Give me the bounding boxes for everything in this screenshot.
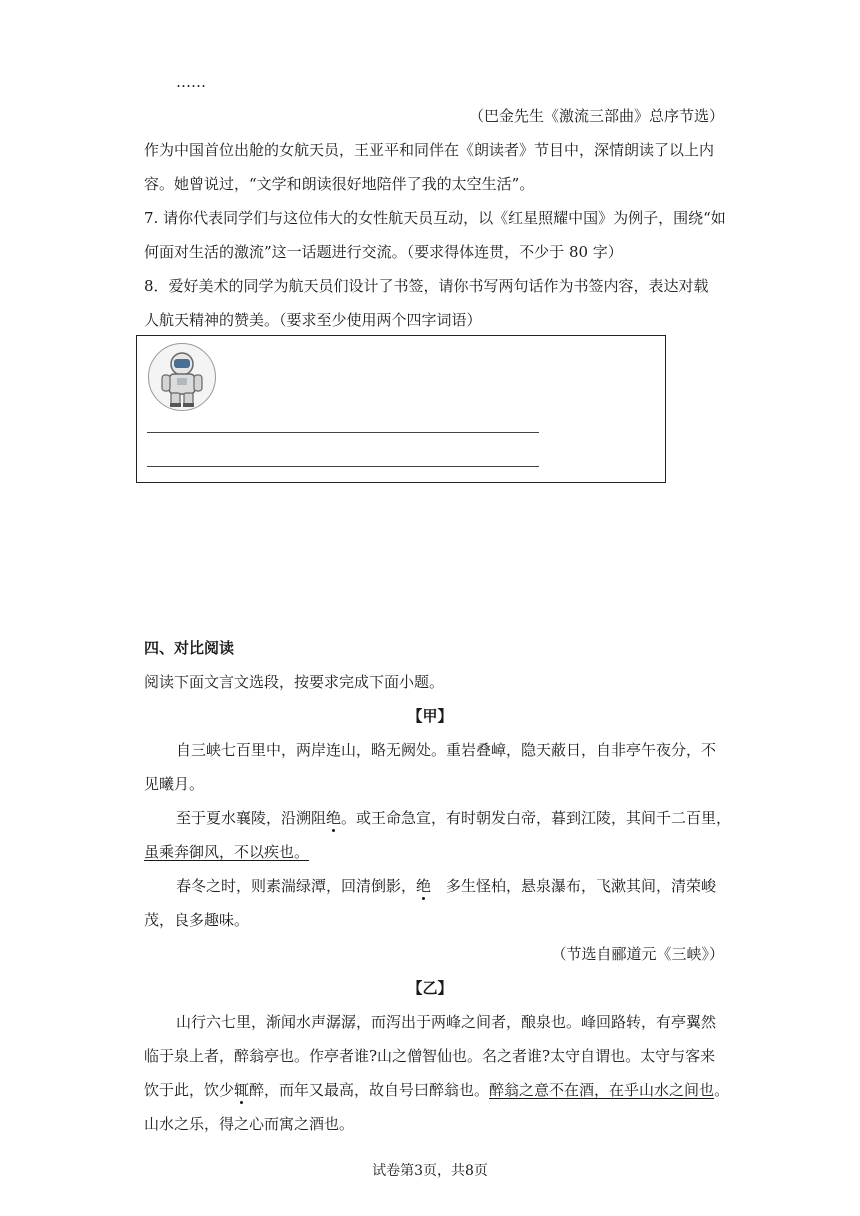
jia-p1-line-1: 自三峡七百里中，两岸连山，略无阙处。重岩叠嶂，隐天蔽日，自非亭午夜分，不 [176, 741, 717, 759]
question-8-line-2: 人航天精神的赞美。（要求至少使用两个四字词语） [144, 311, 482, 329]
yi-line-1: 山行六七里，渐闻水声潺潺，而泻出于两峰之间者，酿泉也。峰回路转，有亭翼然 [176, 1013, 717, 1031]
yi-l3-text-c: 。 [714, 1081, 730, 1099]
jia-p2-line-2: 虽乘奔御风，不以疾也。 [144, 843, 310, 861]
yi-line-3 [144, 1080, 729, 1100]
yi-label: 【乙】 [407, 979, 453, 997]
yi-line-2: 临于泉上者，醉翁亭也。作亭者谁?山之僧智仙也。名之者谁?太守自谓也。太守与客来 [144, 1047, 716, 1065]
jia-p3-dotted-char: 绝 [416, 877, 432, 895]
jia-source: （节选自郦道元《三峡》） [551, 945, 724, 963]
jia-p1-line-2: 见曦月。 [144, 775, 205, 793]
jia-p3-line-2: 茂，良多趣味。 [144, 911, 250, 929]
jia-p3-line-1 [176, 876, 716, 896]
intro-line-2: 容。她曾说过，“文学和朗读很好地陪伴了我的太空生活”。 [144, 175, 535, 193]
question-7-line-2: 何面对生活的激流”这一话题进行交流。（要求得体连贯，不少于 80 字） [144, 243, 623, 261]
source-note-bajin: （巴金先生《激流三部曲》总序节选） [468, 107, 724, 125]
writing-line-2[interactable] [147, 466, 539, 467]
page-footer: 试卷第3页，共8页 [372, 1163, 488, 1179]
yi-l3-underlined-sentence: 醉翁之意不在酒，在乎山水之间也 [489, 1081, 715, 1099]
section-4-instruction: 阅读下面文言文选段，按要求完成下面小题。 [144, 673, 445, 691]
yi-l3-dotted-char: 辄 [234, 1081, 250, 1099]
section-4-title: 四、对比阅读 [144, 639, 235, 657]
jia-p2-dotted-char: 绝 [326, 809, 342, 827]
jia-p2-text-a: 至于夏水襄陵，沿溯阻 [176, 809, 327, 827]
ellipsis: …… [176, 73, 206, 91]
yi-l3-text-b: 醉，而年又最高，故自号曰醉翁也。 [249, 1081, 490, 1099]
yi-l3-text-a: 饮于此，饮少 [144, 1081, 235, 1099]
jia-p2-text-b: 。或王命急宣，有时朝发白帝，暮到江陵，其间千二百里， [341, 809, 732, 827]
yi-line-4: 山水之乐，得之心而寓之酒也。 [144, 1115, 355, 1133]
jia-label: 【甲】 [407, 707, 453, 725]
writing-line-1[interactable] [147, 432, 539, 433]
jia-p3-text-a: 春冬之时，则素湍绿潭，回清倒影， [176, 877, 417, 895]
intro-line-1: 作为中国首位出舱的女航天员，王亚平和同伴在《朗读者》节目中，深情朗读了以上内 [144, 141, 715, 159]
astronaut-icon [148, 343, 216, 411]
question-8-line-1: 8．爱好美术的同学为航天员们设计了书签，请你书写两句话作为书签内容，表达对载 [144, 277, 709, 295]
bookmark-box [136, 335, 666, 483]
jia-p2-line-1 [176, 808, 731, 828]
jia-p3-text-b: 多生怪柏，悬泉瀑布，飞漱其间，清荣峻 [431, 877, 717, 895]
question-7-line-1: 7. 请你代表同学们与这位伟大的女性航天员互动，以《红星照耀中国》为例子，围绕“如 [144, 209, 726, 227]
